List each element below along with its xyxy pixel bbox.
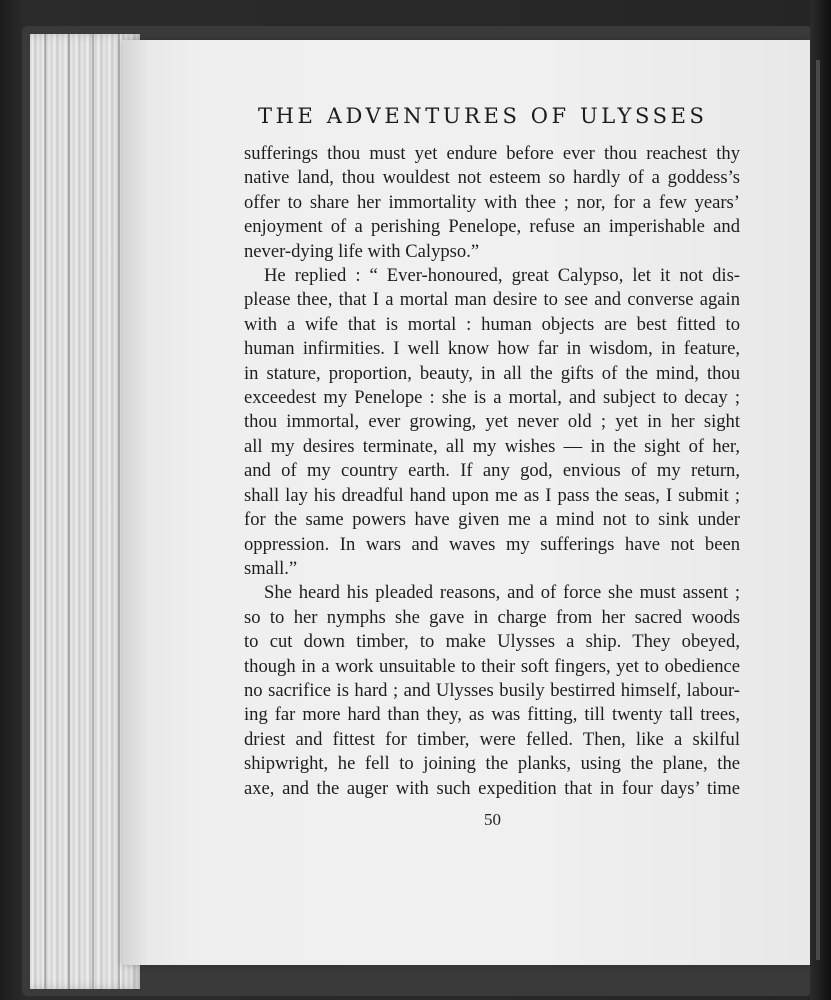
text-line: oppression. In wars and waves my sufferings have not been — [244, 533, 740, 555]
page-number: 50 — [484, 810, 501, 829]
text-line: for the same powers have given me a mind not to sink under — [244, 509, 740, 531]
book-spine-edge — [810, 0, 831, 1000]
text-line: and of my country earth. If any god, envious of my return, — [244, 460, 740, 482]
text-line: though in a work unsuitable to their soft fingers, yet to obedience — [244, 655, 740, 677]
text-line: never-dying life with Calypso.” — [244, 240, 480, 262]
text-line: driest and fittest for timber, were felled. Then, like a skilful — [244, 728, 740, 750]
text-line: axe, and the auger with such expedition that in four days’ time — [244, 777, 740, 799]
running-head: THE ADVENTURES OF ULYSSES — [258, 104, 708, 128]
body-text — [244, 142, 740, 801]
text-line: He replied : “ Ever-honoured, great Calypso, let it not dis- — [264, 265, 740, 287]
text-line: small.” — [244, 557, 298, 579]
text-line: with a wife that is mortal : human objects are best fitted to — [244, 313, 740, 335]
text-line: native land, thou wouldest not esteem so hardly of a goddess’s — [244, 167, 740, 189]
text-line: in stature, proportion, beauty, in all the gifts of the mind, thou — [244, 362, 740, 384]
text-line: exceedest my Penelope : she is a mortal, and subject to decay ; — [244, 387, 740, 409]
text-line: shipwright, he fell to joining the planks, using the plane, the — [244, 753, 740, 775]
text-line: She heard his pleaded reasons, and of force she must assent ; — [264, 582, 740, 604]
text-line: shall lay his dreadful hand upon me as I pass the seas, I submit ; — [244, 484, 740, 506]
text-line: please thee, that I a mortal man desire to see and converse again — [244, 289, 740, 311]
text-line: offer to share her immortality with thee ; nor, for a few years’ — [244, 191, 740, 213]
text-line: no sacrifice is hard ; and Ulysses busily bestirred himself, labour- — [244, 679, 740, 701]
text-line: human infirmities. I well know how far in wisdom, in feature, — [244, 338, 740, 360]
text-line: ing far more hard than they, as was fitting, till twenty tall trees, — [244, 704, 740, 726]
text-line: thou immortal, ever growing, yet never old ; yet in her sight — [244, 411, 740, 433]
text-line: sufferings thou must yet endure before ever thou reachest thy — [244, 143, 740, 164]
text-line: so to her nymphs she gave in charge from her sacred woods — [244, 606, 740, 628]
text-line: all my desires terminate, all my wishes — in the sight of her, — [244, 435, 740, 457]
text-line: to cut down timber, to make Ulysses a ship. They obeyed, — [244, 631, 740, 653]
text-line: enjoyment of a perishing Penelope, refuse an imperishable and — [244, 216, 740, 238]
